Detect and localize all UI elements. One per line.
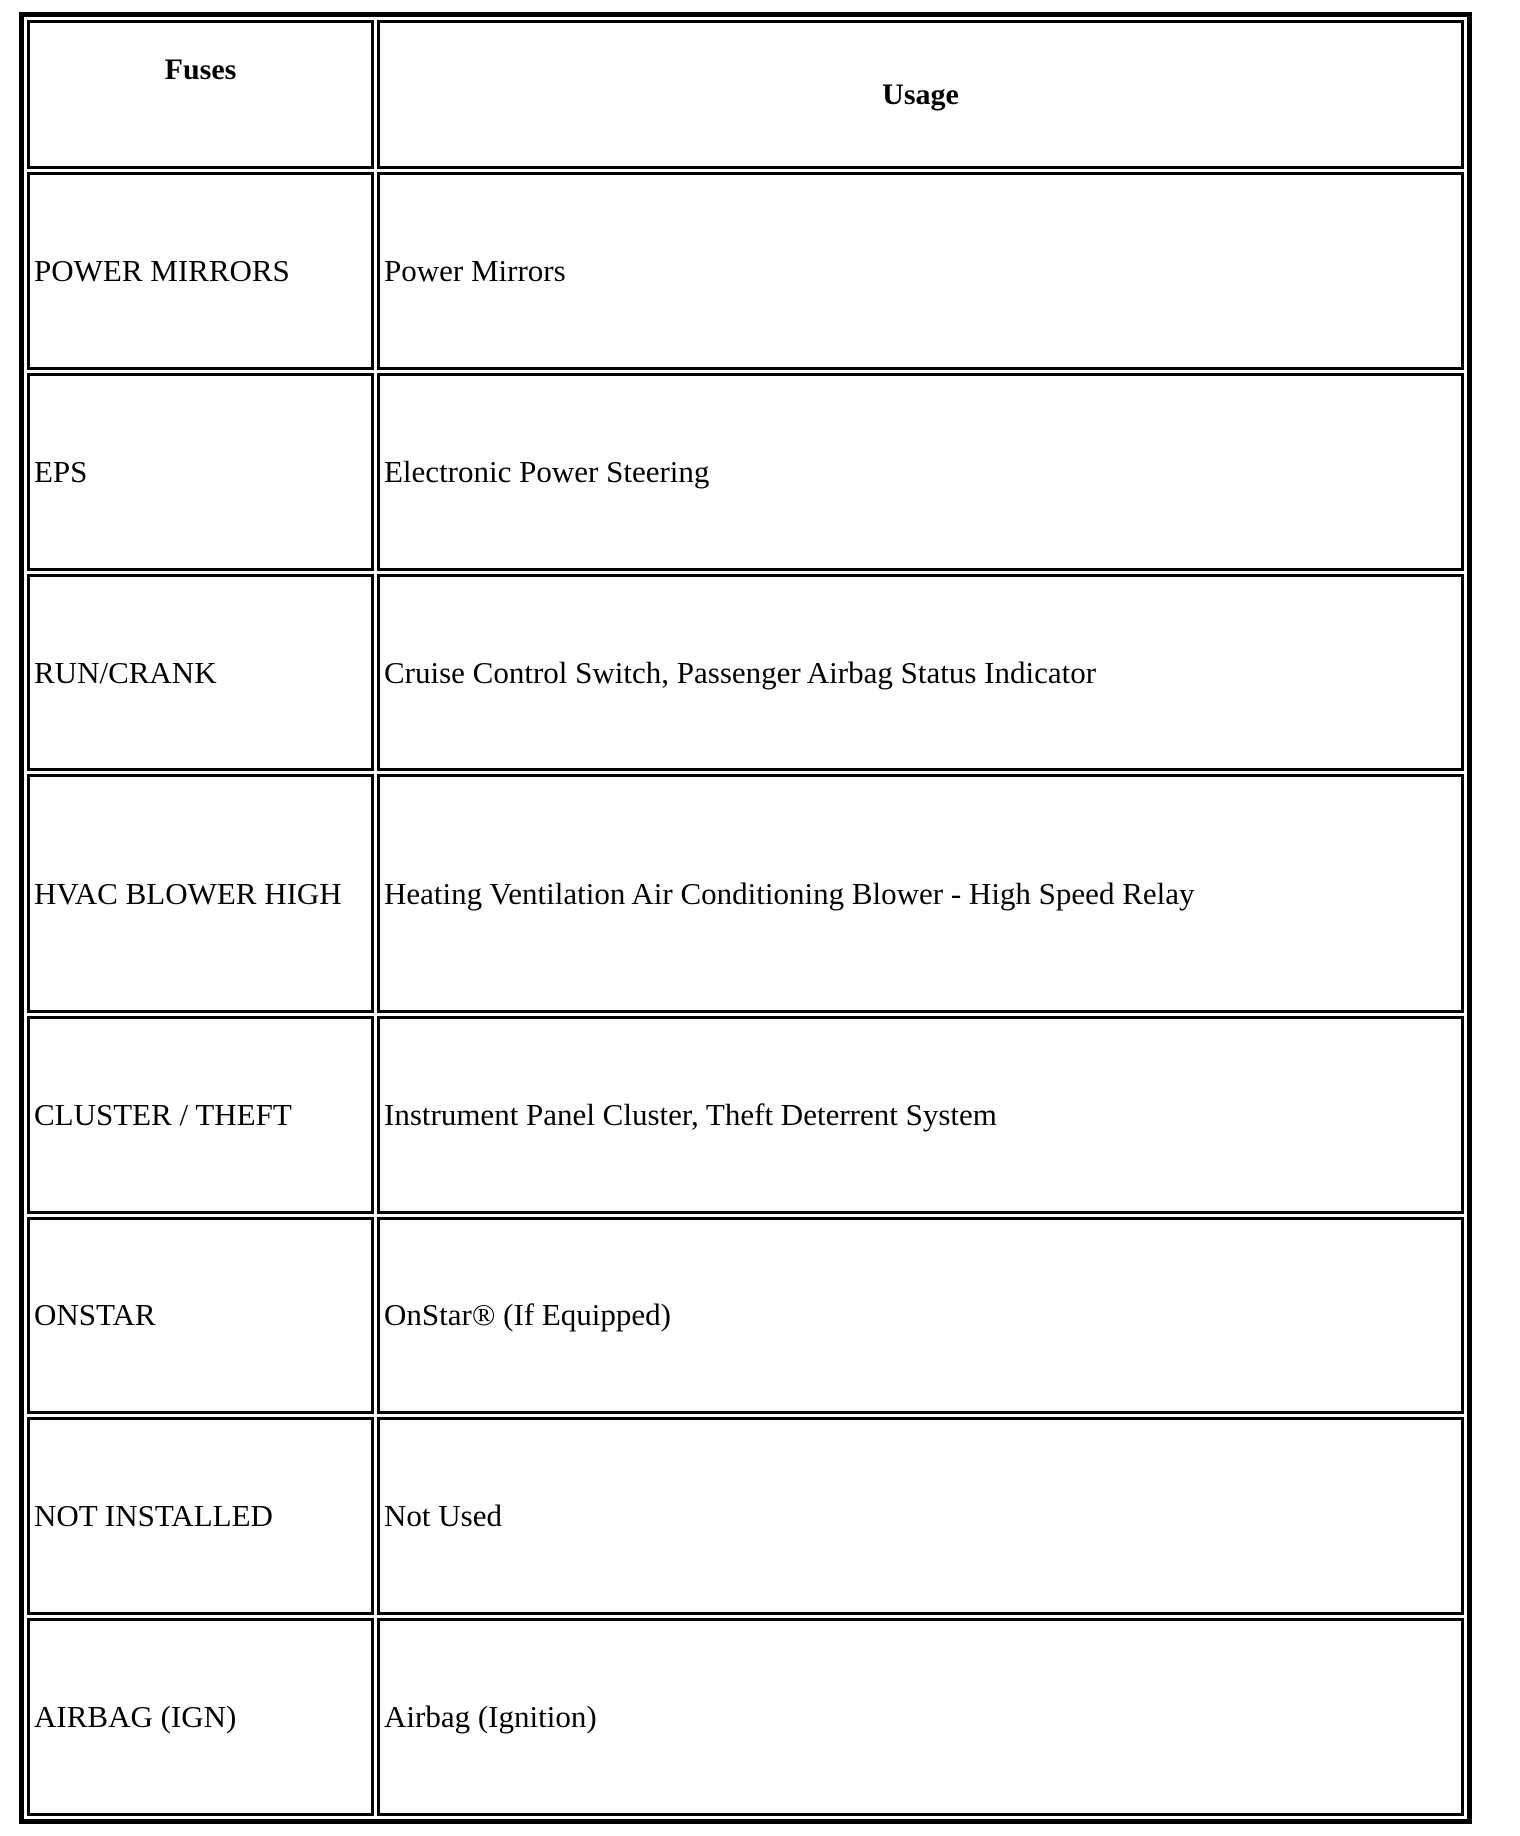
fuse-name-cell: ONSTAR xyxy=(27,1217,374,1415)
fuse-name-cell: EPS xyxy=(27,373,374,571)
fuse-usage-cell: OnStar® (If Equipped) xyxy=(377,1217,1464,1415)
fuse-name-cell: NOT INSTALLED xyxy=(27,1417,374,1615)
table-row xyxy=(27,1217,1464,1415)
fuse-usage-cell: Airbag (Ignition) xyxy=(377,1618,1464,1816)
fuse-name-cell: CLUSTER / THEFT xyxy=(27,1016,374,1214)
table-header-row xyxy=(27,20,1464,169)
fuse-usage-table-frame xyxy=(19,12,1472,1824)
table-row xyxy=(27,1417,1464,1615)
fuse-usage-table xyxy=(24,17,1467,1819)
fuse-usage-cell: Electronic Power Steering xyxy=(377,373,1464,571)
table-row xyxy=(27,172,1464,370)
fuse-name-cell: AIRBAG (IGN) xyxy=(27,1618,374,1816)
fuse-usage-cell: Cruise Control Switch, Passenger Airbag Status Indicator xyxy=(377,574,1464,772)
fuse-name-cell: HVAC BLOWER HIGH xyxy=(27,774,374,1012)
table-row xyxy=(27,373,1464,571)
fuse-usage-cell: Not Used xyxy=(377,1417,1464,1615)
table-row xyxy=(27,1618,1464,1816)
table-row xyxy=(27,774,1464,1012)
fuse-name-cell: POWER MIRRORS xyxy=(27,172,374,370)
header-fuses: Fuses xyxy=(27,20,374,169)
fuse-usage-cell: Heating Ventilation Air Conditioning Blower - High Speed Relay xyxy=(377,774,1464,1012)
fuse-usage-cell: Instrument Panel Cluster, Theft Deterrent System xyxy=(377,1016,1464,1214)
fuse-usage-cell: Power Mirrors xyxy=(377,172,1464,370)
header-usage: Usage xyxy=(377,20,1464,169)
table-row xyxy=(27,574,1464,772)
table-row xyxy=(27,1016,1464,1214)
fuse-name-cell: RUN/CRANK xyxy=(27,574,374,772)
